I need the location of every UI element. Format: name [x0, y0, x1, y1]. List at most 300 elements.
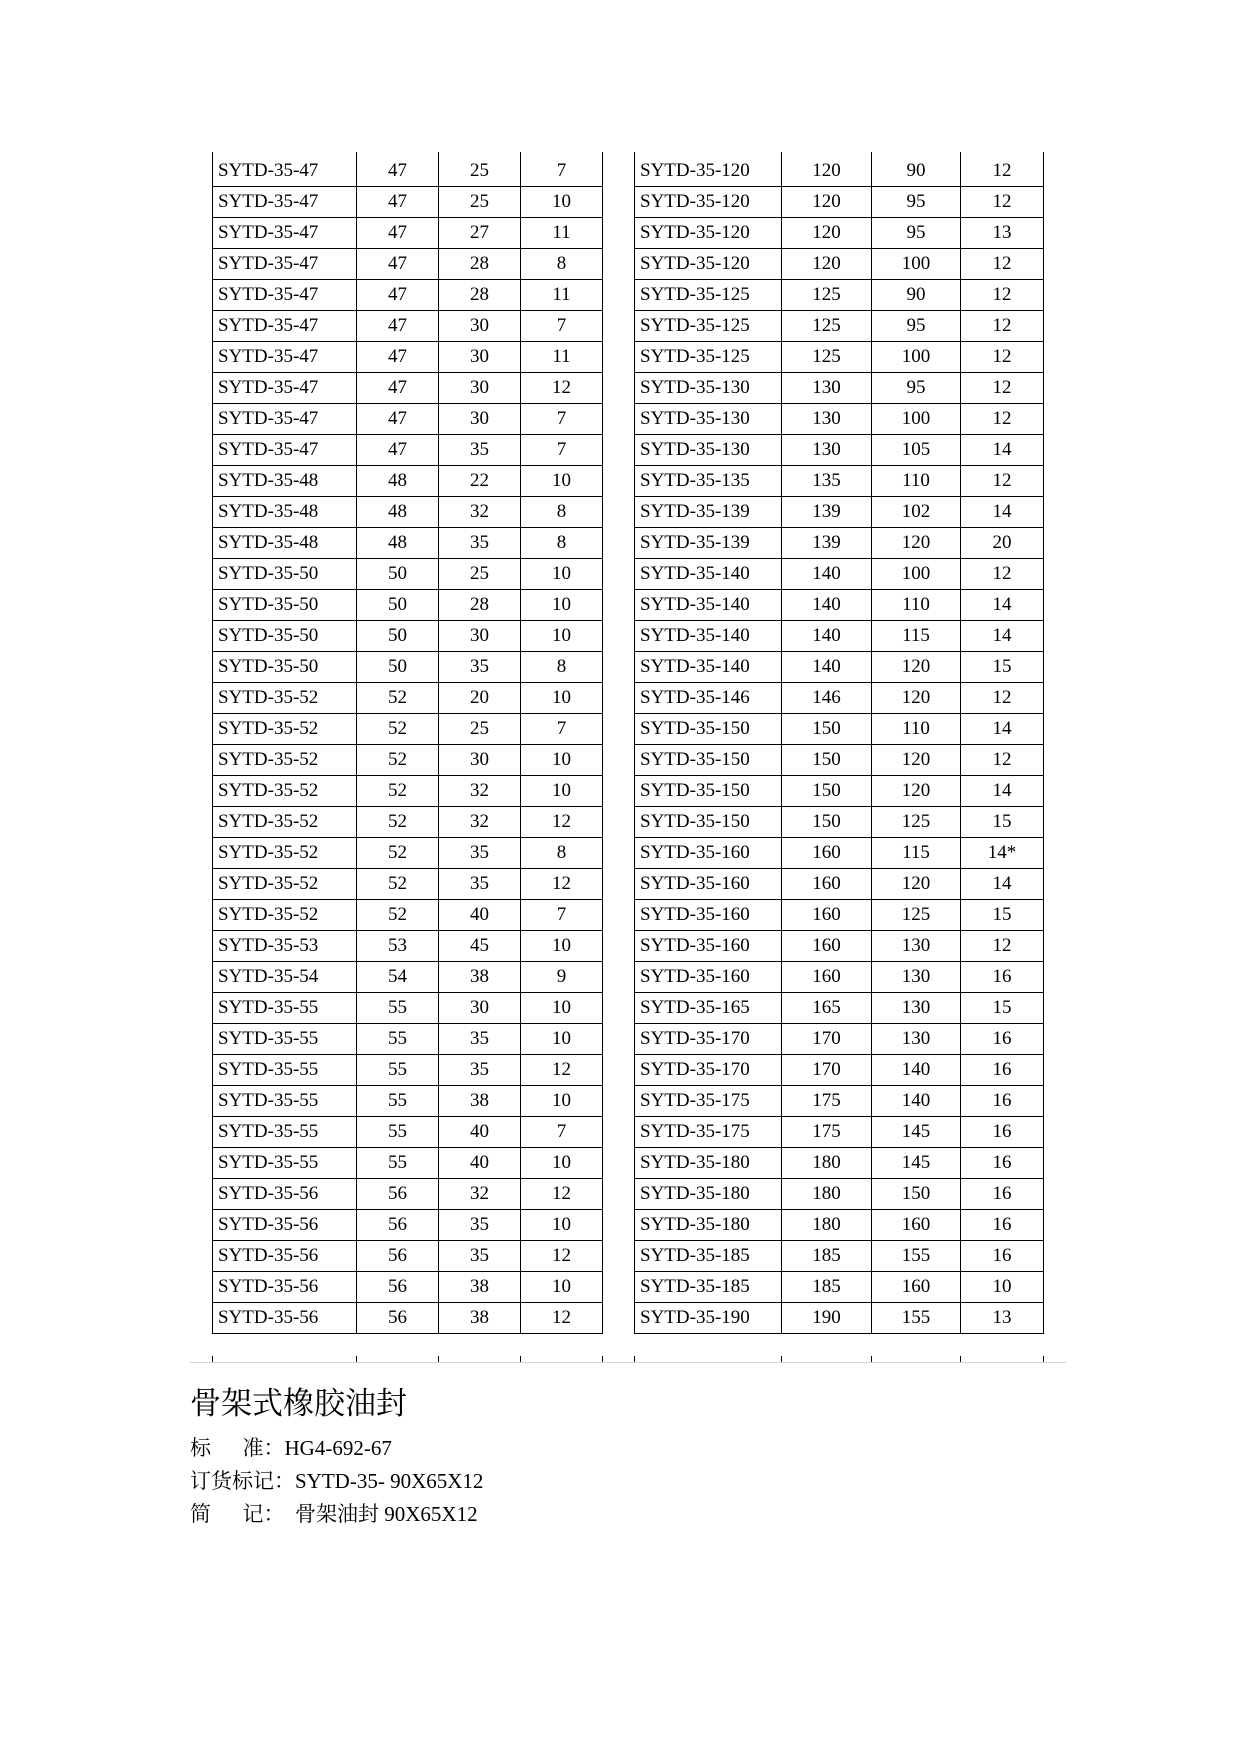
size-cell: 100: [872, 404, 961, 435]
size-cell: 30: [439, 404, 521, 435]
size-cell: 47: [357, 404, 439, 435]
size-cell: 160: [872, 1210, 961, 1241]
size-cell: 38: [439, 1303, 521, 1334]
table-row: [635, 1055, 1044, 1086]
model-cell: SYTD-35-125: [635, 280, 782, 311]
model-cell: SYTD-35-48: [213, 528, 357, 559]
table-top-stub: [960, 152, 961, 157]
model-cell: SYTD-35-150: [635, 776, 782, 807]
table-row: [213, 931, 603, 962]
spec-table-left: [212, 156, 603, 1334]
size-cell: 140: [782, 590, 872, 621]
size-cell: 120: [872, 683, 961, 714]
table-row: [213, 900, 603, 931]
table-row: [635, 869, 1044, 900]
size-cell: 12: [521, 1055, 603, 1086]
size-cell: 12: [961, 683, 1044, 714]
size-cell: 7: [521, 435, 603, 466]
size-cell: 30: [439, 621, 521, 652]
model-cell: SYTD-35-56: [213, 1241, 357, 1272]
size-cell: 35: [439, 435, 521, 466]
size-cell: 14: [961, 776, 1044, 807]
size-cell: 16: [961, 1086, 1044, 1117]
table-row: [213, 342, 603, 373]
model-cell: SYTD-35-160: [635, 962, 782, 993]
table-top-stub: [871, 152, 872, 157]
model-cell: SYTD-35-48: [213, 466, 357, 497]
table-row: [213, 1210, 603, 1241]
table-row: [635, 280, 1044, 311]
table-row: [635, 931, 1044, 962]
size-cell: 56: [357, 1272, 439, 1303]
size-cell: 10: [521, 993, 603, 1024]
size-cell: 12: [521, 1179, 603, 1210]
table-row: [635, 714, 1044, 745]
size-cell: 47: [357, 156, 439, 187]
size-cell: 35: [439, 652, 521, 683]
model-cell: SYTD-35-160: [635, 900, 782, 931]
size-cell: 14: [961, 621, 1044, 652]
table-row: [213, 807, 603, 838]
model-cell: SYTD-35-55: [213, 1024, 357, 1055]
table-row: [635, 776, 1044, 807]
size-cell: 12: [961, 404, 1044, 435]
model-cell: SYTD-35-140: [635, 559, 782, 590]
size-cell: 16: [961, 1241, 1044, 1272]
size-cell: 8: [521, 838, 603, 869]
model-cell: SYTD-35-47: [213, 435, 357, 466]
size-cell: 30: [439, 993, 521, 1024]
size-cell: 28: [439, 590, 521, 621]
size-cell: 50: [357, 652, 439, 683]
size-cell: 13: [961, 1303, 1044, 1334]
size-cell: 38: [439, 962, 521, 993]
size-cell: 25: [439, 156, 521, 187]
size-cell: 7: [521, 156, 603, 187]
model-cell: SYTD-35-170: [635, 1055, 782, 1086]
table-row: [635, 466, 1044, 497]
size-cell: 160: [782, 838, 872, 869]
size-cell: 32: [439, 807, 521, 838]
size-cell: 53: [357, 931, 439, 962]
size-cell: 32: [439, 497, 521, 528]
table-row: [213, 404, 603, 435]
size-cell: 14: [961, 869, 1044, 900]
size-cell: 180: [782, 1210, 872, 1241]
table-row: [213, 1272, 603, 1303]
size-cell: 35: [439, 838, 521, 869]
size-cell: 55: [357, 1024, 439, 1055]
model-cell: SYTD-35-47: [213, 404, 357, 435]
model-cell: SYTD-35-185: [635, 1241, 782, 1272]
table-row: [635, 311, 1044, 342]
table-row: [635, 1179, 1044, 1210]
table-row: [213, 187, 603, 218]
size-cell: 100: [872, 342, 961, 373]
size-cell: 120: [782, 156, 872, 187]
size-cell: 10: [521, 745, 603, 776]
size-cell: 10: [961, 1272, 1044, 1303]
size-cell: 32: [439, 776, 521, 807]
size-cell: 47: [357, 187, 439, 218]
table-row: [213, 1148, 603, 1179]
standard-line: 标 准：HG4-692-67: [190, 1436, 392, 1460]
model-cell: SYTD-35-140: [635, 652, 782, 683]
table-row: [213, 869, 603, 900]
spec-table-right: [634, 156, 1044, 1334]
size-cell: 160: [782, 931, 872, 962]
size-cell: 10: [521, 683, 603, 714]
size-cell: 130: [872, 931, 961, 962]
size-cell: 10: [521, 776, 603, 807]
size-cell: 25: [439, 714, 521, 745]
model-cell: SYTD-35-55: [213, 993, 357, 1024]
size-cell: 120: [782, 249, 872, 280]
table-row: [635, 652, 1044, 683]
model-cell: SYTD-35-50: [213, 559, 357, 590]
size-cell: 165: [782, 993, 872, 1024]
model-cell: SYTD-35-52: [213, 745, 357, 776]
model-cell: SYTD-35-130: [635, 373, 782, 404]
table-top-stub: [1043, 152, 1044, 157]
table-row: [213, 1055, 603, 1086]
size-cell: 15: [961, 993, 1044, 1024]
size-cell: 16: [961, 1117, 1044, 1148]
table-row: [213, 280, 603, 311]
size-cell: 12: [961, 931, 1044, 962]
size-cell: 140: [782, 621, 872, 652]
size-cell: 16: [961, 962, 1044, 993]
model-cell: SYTD-35-120: [635, 218, 782, 249]
table-row: [213, 714, 603, 745]
size-cell: 30: [439, 373, 521, 404]
size-cell: 10: [521, 621, 603, 652]
short-mark-line: 简 记： 骨架油封 90X65X12: [190, 1502, 478, 1526]
model-cell: SYTD-35-139: [635, 528, 782, 559]
size-cell: 10: [521, 1148, 603, 1179]
table-top-stub: [356, 152, 357, 157]
size-cell: 35: [439, 1210, 521, 1241]
size-cell: 16: [961, 1179, 1044, 1210]
model-cell: SYTD-35-170: [635, 1024, 782, 1055]
model-cell: SYTD-35-160: [635, 869, 782, 900]
size-cell: 48: [357, 497, 439, 528]
size-cell: 125: [782, 280, 872, 311]
table-row: [635, 590, 1044, 621]
size-cell: 50: [357, 559, 439, 590]
size-cell: 10: [521, 1086, 603, 1117]
size-cell: 52: [357, 776, 439, 807]
size-cell: 7: [521, 714, 603, 745]
table-row: [213, 156, 603, 187]
table-row: [635, 559, 1044, 590]
model-cell: SYTD-35-52: [213, 838, 357, 869]
model-cell: SYTD-35-50: [213, 590, 357, 621]
model-cell: SYTD-35-52: [213, 776, 357, 807]
size-cell: 12: [521, 807, 603, 838]
table-row: [635, 1303, 1044, 1334]
size-cell: 28: [439, 249, 521, 280]
size-cell: 47: [357, 435, 439, 466]
size-cell: 50: [357, 621, 439, 652]
size-cell: 52: [357, 683, 439, 714]
model-cell: SYTD-35-190: [635, 1303, 782, 1334]
table-row: [213, 528, 603, 559]
size-cell: 130: [782, 404, 872, 435]
table-row: [635, 1241, 1044, 1272]
size-cell: 32: [439, 1179, 521, 1210]
size-cell: 14: [961, 590, 1044, 621]
model-cell: SYTD-35-54: [213, 962, 357, 993]
size-cell: 47: [357, 311, 439, 342]
size-cell: 12: [961, 249, 1044, 280]
size-cell: 30: [439, 342, 521, 373]
model-cell: SYTD-35-52: [213, 807, 357, 838]
size-cell: 10: [521, 1210, 603, 1241]
size-cell: 160: [782, 869, 872, 900]
size-cell: 145: [872, 1148, 961, 1179]
size-cell: 20: [961, 528, 1044, 559]
size-cell: 16: [961, 1024, 1044, 1055]
size-cell: 35: [439, 528, 521, 559]
size-cell: 12: [521, 1241, 603, 1272]
size-cell: 22: [439, 466, 521, 497]
model-cell: SYTD-35-52: [213, 714, 357, 745]
model-cell: SYTD-35-50: [213, 652, 357, 683]
size-cell: 10: [521, 1024, 603, 1055]
size-cell: 125: [782, 311, 872, 342]
size-cell: 40: [439, 900, 521, 931]
size-cell: 120: [872, 776, 961, 807]
size-cell: 14: [961, 435, 1044, 466]
size-cell: 7: [521, 900, 603, 931]
size-cell: 8: [521, 497, 603, 528]
size-cell: 50: [357, 590, 439, 621]
size-cell: 40: [439, 1148, 521, 1179]
section-divider: [190, 1362, 1066, 1363]
size-cell: 55: [357, 1148, 439, 1179]
model-cell: SYTD-35-139: [635, 497, 782, 528]
model-cell: SYTD-35-47: [213, 156, 357, 187]
model-cell: SYTD-35-140: [635, 590, 782, 621]
size-cell: 52: [357, 714, 439, 745]
table-row: [213, 497, 603, 528]
size-cell: 52: [357, 838, 439, 869]
table-row: [213, 373, 603, 404]
size-cell: 12: [961, 559, 1044, 590]
size-cell: 130: [872, 962, 961, 993]
size-cell: 12: [961, 342, 1044, 373]
table-row: [213, 1179, 603, 1210]
table-row: [635, 435, 1044, 466]
table-top-stub: [781, 152, 782, 157]
size-cell: 11: [521, 218, 603, 249]
size-cell: 95: [872, 373, 961, 404]
size-cell: 12: [521, 373, 603, 404]
table-row: [213, 1303, 603, 1334]
size-cell: 25: [439, 559, 521, 590]
table-row: [213, 993, 603, 1024]
size-cell: 155: [872, 1241, 961, 1272]
size-cell: 45: [439, 931, 521, 962]
size-cell: 30: [439, 745, 521, 776]
size-cell: 185: [782, 1241, 872, 1272]
model-cell: SYTD-35-56: [213, 1210, 357, 1241]
model-cell: SYTD-35-120: [635, 249, 782, 280]
size-cell: 7: [521, 404, 603, 435]
size-cell: 7: [521, 311, 603, 342]
size-cell: 11: [521, 342, 603, 373]
size-cell: 15: [961, 807, 1044, 838]
size-cell: 12: [961, 466, 1044, 497]
model-cell: SYTD-35-135: [635, 466, 782, 497]
model-cell: SYTD-35-47: [213, 342, 357, 373]
table-row: [635, 1272, 1044, 1303]
model-cell: SYTD-35-55: [213, 1055, 357, 1086]
size-cell: 175: [782, 1117, 872, 1148]
size-cell: 47: [357, 280, 439, 311]
model-cell: SYTD-35-150: [635, 807, 782, 838]
size-cell: 160: [782, 900, 872, 931]
size-cell: 130: [782, 435, 872, 466]
size-cell: 13: [961, 218, 1044, 249]
model-cell: SYTD-35-50: [213, 621, 357, 652]
model-cell: SYTD-35-52: [213, 869, 357, 900]
table-row: [635, 1210, 1044, 1241]
size-cell: 12: [961, 745, 1044, 776]
table-row: [213, 1024, 603, 1055]
section-title: 骨架式橡胶油封: [190, 1386, 407, 1421]
table-row: [635, 342, 1044, 373]
table-top-stub: [212, 152, 213, 157]
size-cell: 125: [782, 342, 872, 373]
table-row: [213, 1117, 603, 1148]
size-cell: 170: [782, 1055, 872, 1086]
size-cell: 56: [357, 1179, 439, 1210]
model-cell: SYTD-35-52: [213, 900, 357, 931]
size-cell: 8: [521, 652, 603, 683]
model-cell: SYTD-35-150: [635, 745, 782, 776]
size-cell: 56: [357, 1210, 439, 1241]
size-cell: 190: [782, 1303, 872, 1334]
model-cell: SYTD-35-125: [635, 342, 782, 373]
size-cell: 12: [521, 869, 603, 900]
table-row: [635, 404, 1044, 435]
table-row: [635, 218, 1044, 249]
model-cell: SYTD-35-52: [213, 683, 357, 714]
model-cell: SYTD-35-146: [635, 683, 782, 714]
size-cell: 150: [782, 714, 872, 745]
size-cell: 90: [872, 280, 961, 311]
size-cell: 150: [782, 807, 872, 838]
size-cell: 140: [782, 652, 872, 683]
size-cell: 15: [961, 652, 1044, 683]
table-row: [635, 1117, 1044, 1148]
size-cell: 12: [961, 373, 1044, 404]
model-cell: SYTD-35-130: [635, 404, 782, 435]
table-row: [635, 187, 1044, 218]
size-cell: 150: [782, 745, 872, 776]
table-row: [635, 993, 1044, 1024]
model-cell: SYTD-35-47: [213, 218, 357, 249]
model-cell: SYTD-35-160: [635, 838, 782, 869]
size-cell: 52: [357, 745, 439, 776]
size-cell: 56: [357, 1303, 439, 1334]
size-cell: 139: [782, 528, 872, 559]
table-row: [635, 249, 1044, 280]
size-cell: 10: [521, 590, 603, 621]
size-cell: 14: [961, 497, 1044, 528]
table-row: [635, 497, 1044, 528]
table-row: [635, 156, 1044, 187]
size-cell: 56: [357, 1241, 439, 1272]
size-cell: 52: [357, 900, 439, 931]
size-cell: 100: [872, 559, 961, 590]
size-cell: 54: [357, 962, 439, 993]
model-cell: SYTD-35-180: [635, 1148, 782, 1179]
size-cell: 115: [872, 621, 961, 652]
size-cell: 35: [439, 1024, 521, 1055]
size-cell: 16: [961, 1055, 1044, 1086]
model-cell: SYTD-35-180: [635, 1210, 782, 1241]
size-cell: 130: [782, 373, 872, 404]
size-cell: 25: [439, 187, 521, 218]
size-cell: 48: [357, 466, 439, 497]
size-cell: 9: [521, 962, 603, 993]
table-row: [213, 435, 603, 466]
size-cell: 35: [439, 1241, 521, 1272]
size-cell: 55: [357, 1086, 439, 1117]
model-cell: SYTD-35-55: [213, 1148, 357, 1179]
size-cell: 180: [782, 1179, 872, 1210]
table-row: [635, 528, 1044, 559]
size-cell: 47: [357, 249, 439, 280]
size-cell: 55: [357, 1117, 439, 1148]
size-cell: 110: [872, 466, 961, 497]
size-cell: 139: [782, 497, 872, 528]
size-cell: 10: [521, 466, 603, 497]
size-cell: 55: [357, 1055, 439, 1086]
size-cell: 185: [782, 1272, 872, 1303]
size-cell: 12: [961, 156, 1044, 187]
size-cell: 12: [961, 311, 1044, 342]
table-row: [213, 838, 603, 869]
size-cell: 10: [521, 931, 603, 962]
table-row: [635, 745, 1044, 776]
size-cell: 140: [872, 1055, 961, 1086]
size-cell: 38: [439, 1272, 521, 1303]
size-cell: 130: [872, 993, 961, 1024]
size-cell: 146: [782, 683, 872, 714]
model-cell: SYTD-35-130: [635, 435, 782, 466]
size-cell: 16: [961, 1210, 1044, 1241]
size-cell: 110: [872, 590, 961, 621]
size-cell: 102: [872, 497, 961, 528]
model-cell: SYTD-35-175: [635, 1117, 782, 1148]
table-row: [635, 683, 1044, 714]
size-cell: 105: [872, 435, 961, 466]
model-cell: SYTD-35-47: [213, 373, 357, 404]
size-cell: 110: [872, 714, 961, 745]
table-row: [213, 590, 603, 621]
size-cell: 7: [521, 1117, 603, 1148]
size-cell: 52: [357, 807, 439, 838]
size-cell: 16: [961, 1148, 1044, 1179]
size-cell: 120: [872, 869, 961, 900]
size-cell: 10: [521, 187, 603, 218]
size-cell: 155: [872, 1303, 961, 1334]
size-cell: 120: [872, 652, 961, 683]
